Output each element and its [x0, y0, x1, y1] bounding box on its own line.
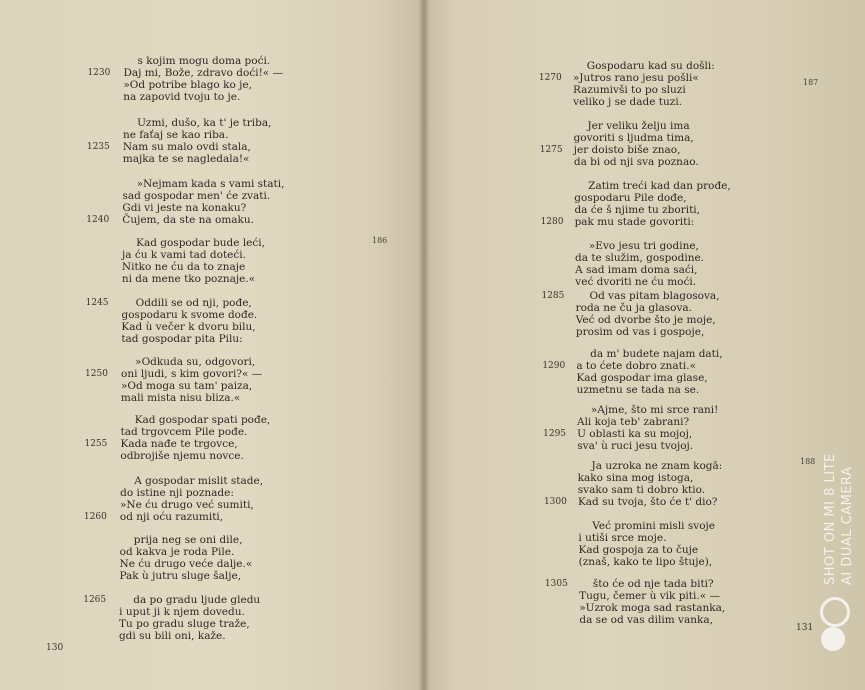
verse-line: gospodaru k svome dođe. [121, 309, 258, 321]
line-number: 1240 [86, 215, 110, 225]
verse-line: Tugu, čemer ù vik piti.« — [579, 590, 720, 602]
verse-line: što će od nje tada biti? [592, 578, 714, 590]
right-footer-number: 131 [796, 623, 814, 633]
verse-line: »Od moga su tam' paiza, [120, 380, 253, 392]
verse-line: ne faťaj se kao riba. [122, 129, 229, 141]
verse-line: »Od potribe blago ko je, [123, 79, 252, 91]
camera-watermark [822, 425, 856, 585]
line-number: 1230 [87, 68, 111, 78]
verse-line: gdi su bili oni, kaže. [118, 630, 226, 642]
verse-line: »Jutros rano jesu pošli« [572, 72, 699, 84]
line-number: 1300 [543, 497, 567, 507]
verse-line: ja ću k vami tad doteći. [122, 249, 246, 261]
verse-line: majka te se nagledala!« [122, 153, 250, 165]
verse-line: do istine nji poznade: [120, 487, 234, 499]
line-number: 1285 [541, 291, 565, 301]
verse-line: »Uzrok moga sad rastanka, [579, 602, 726, 614]
verse-line: veliko j se dade tuzi. [573, 96, 683, 108]
verse-line: Daj mi, Bože, zdravo doći!« — [123, 67, 284, 79]
verse-line: A gospodar mislit stade, [134, 475, 264, 487]
line-number: 1290 [542, 361, 566, 371]
line-number: 1250 [85, 369, 108, 379]
verse-line: roda ne ču ja glasova. [575, 302, 692, 314]
line-number: 1305 [544, 579, 568, 589]
line-number: 1270 [538, 73, 562, 83]
right-page-number: 187 [803, 78, 819, 87]
verse-line: pak mu stade govoriti: [574, 216, 695, 228]
verse-line: Razumivši to po sluzi [573, 84, 686, 96]
verse-line: da će š njime tu zboriti, [574, 204, 700, 216]
verse-line: Kad gospodar bude leći, [136, 237, 265, 249]
verse-line: Tu po gradu sluge traže, [119, 618, 250, 630]
verse-line: sva' ù ruci jesu tvojoj. [577, 440, 694, 452]
line-number: 1295 [543, 429, 567, 439]
right-margin-number: 188 [800, 457, 816, 466]
verse-line: tad gospodar pita Pilu: [121, 333, 243, 345]
verse-line: Nam su malo ovdi stala, [122, 141, 251, 153]
verse-line: Već promini misli svoje [592, 520, 715, 532]
verse-line: Kad gospoja za to čuje [578, 544, 699, 556]
verse-line: da bi od nji sva poznao. [573, 156, 699, 168]
verse-line: mali mista nisu bliza.« [120, 392, 241, 404]
verse-line: Ja uzroka ne znam kogā: [591, 460, 723, 472]
line-number: 1265 [83, 595, 107, 605]
verse-line: Oddili se od nji, pođe, [135, 297, 252, 309]
verse-line: Gdi vi jeste na konaku? [122, 202, 247, 214]
verse-line: »Odkuda su, odgovori, [135, 356, 256, 368]
verse-line: Ne ću drugo veće dalje.« [119, 558, 253, 570]
left-page-number: 130 [46, 643, 64, 653]
verse-line: Već od dvorbe što je moje, [575, 314, 716, 326]
verse-line: svako sam ti dobro ktio. [577, 484, 706, 496]
verse-line: Kad su tvoja, što će t' dio? [577, 496, 718, 508]
line-number: 1235 [86, 142, 110, 152]
verse-line: da se od vas dilim vanka, [579, 614, 713, 626]
verse-line: »Ne ću drugo već sumiti, [120, 499, 254, 511]
verse-line: »Nejmam kada s vami stati, [136, 178, 285, 190]
verse-line: uzmetnu se tada na se. [576, 384, 700, 396]
verse-line: (znaš, kako te lipo štuje), [578, 556, 713, 568]
verse-line: ni da mene tko poznaje.« [121, 273, 256, 285]
watermark-dot-icon [821, 627, 845, 651]
verse-line: »Evo jesu tri godine, [588, 240, 699, 252]
verse-line: Kad gospodar ima glase, [576, 372, 708, 384]
verse-line: Nitko ne ću da to znaje [121, 261, 246, 273]
verse-line: U oblasti ka su mojoj, [577, 428, 693, 440]
book-gutter [418, 0, 430, 690]
verse-line: od nji oću razumiti, [119, 511, 224, 523]
verse-line: prosim od vas i gospoje, [575, 326, 705, 338]
verse-line: sad gospodar men' će zvati. [122, 190, 271, 202]
verse-line: Gospodaru kad su došli: [586, 60, 715, 72]
verse-line: kako sina mog istoga, [577, 472, 694, 484]
verse-line: tad trgovcem Pile pođe. [120, 426, 248, 438]
verse-line: Ali koja teb' zabrani? [576, 416, 690, 428]
verse-line: oni ljudi, s kim govori?« — [121, 368, 263, 380]
verse-line: Zatim treći kad dan prođe, [588, 180, 731, 192]
verse-line: da te služim, gospodine. [575, 252, 705, 264]
verse-line: Pak ù jutru sluge šalje, [119, 570, 242, 582]
verse-line: jer doisto biše znao, [573, 144, 681, 156]
verse-line: i uput ji k njem dovedu. [119, 606, 245, 618]
line-number: 1245 [85, 298, 109, 308]
line-number: 1280 [540, 217, 564, 227]
verse-line: Uzmi, dušo, ka t' je triba, [137, 117, 272, 129]
verse-line: Jer veliku želju ima [587, 120, 690, 132]
verse-line: da m' budete najam dati, [590, 348, 723, 360]
verse-line: odbrojiše njemu novce. [120, 450, 244, 462]
watermark-line-1: SHOT ON MI 8 LITE [823, 453, 838, 585]
verse-line: prija neg se oni dile, [133, 534, 243, 546]
verse-line: Od vas pitam blagosova, [589, 290, 720, 302]
line-number: 1260 [83, 512, 107, 522]
watermark-line-2: AI DUAL CAMERA [840, 466, 855, 585]
left-page [0, 0, 424, 690]
line-number: 1255 [84, 439, 108, 449]
line-number: 1275 [539, 145, 563, 155]
verse-line: govoriti s ljudma tima, [573, 132, 694, 144]
verse-line: »Ajme, što mi srce rani! [590, 404, 719, 416]
watermark-ring-icon [820, 597, 850, 627]
verse-line: da po gradu ljude gledu [133, 594, 261, 606]
verse-line: a to ćete dobro znati.« [576, 360, 696, 372]
verse-line: i utiši srce moje. [578, 532, 667, 544]
verse-line: A sad imam doma saći, [575, 264, 698, 276]
verse-line: na zapovid tvoju to je. [123, 91, 241, 103]
verse-line: već dvoriti ne ću moći. [575, 276, 697, 288]
right-page [424, 0, 865, 690]
verse-line: Čujem, da ste na omaku. [122, 214, 255, 226]
verse-line: od kakva je roda Pile. [119, 546, 235, 558]
verse-line: Kada nađe te trgovce, [120, 438, 238, 450]
verse-line: s kojim mogu doma poći. [137, 55, 271, 67]
verse-line: gospodaru Pile dođe, [574, 192, 687, 204]
verse-line: Kad gospodar spati pođe, [134, 414, 271, 426]
left-margin-number: 186 [372, 236, 388, 245]
verse-line: Kad ù večer k dvoru bilu, [121, 321, 256, 333]
